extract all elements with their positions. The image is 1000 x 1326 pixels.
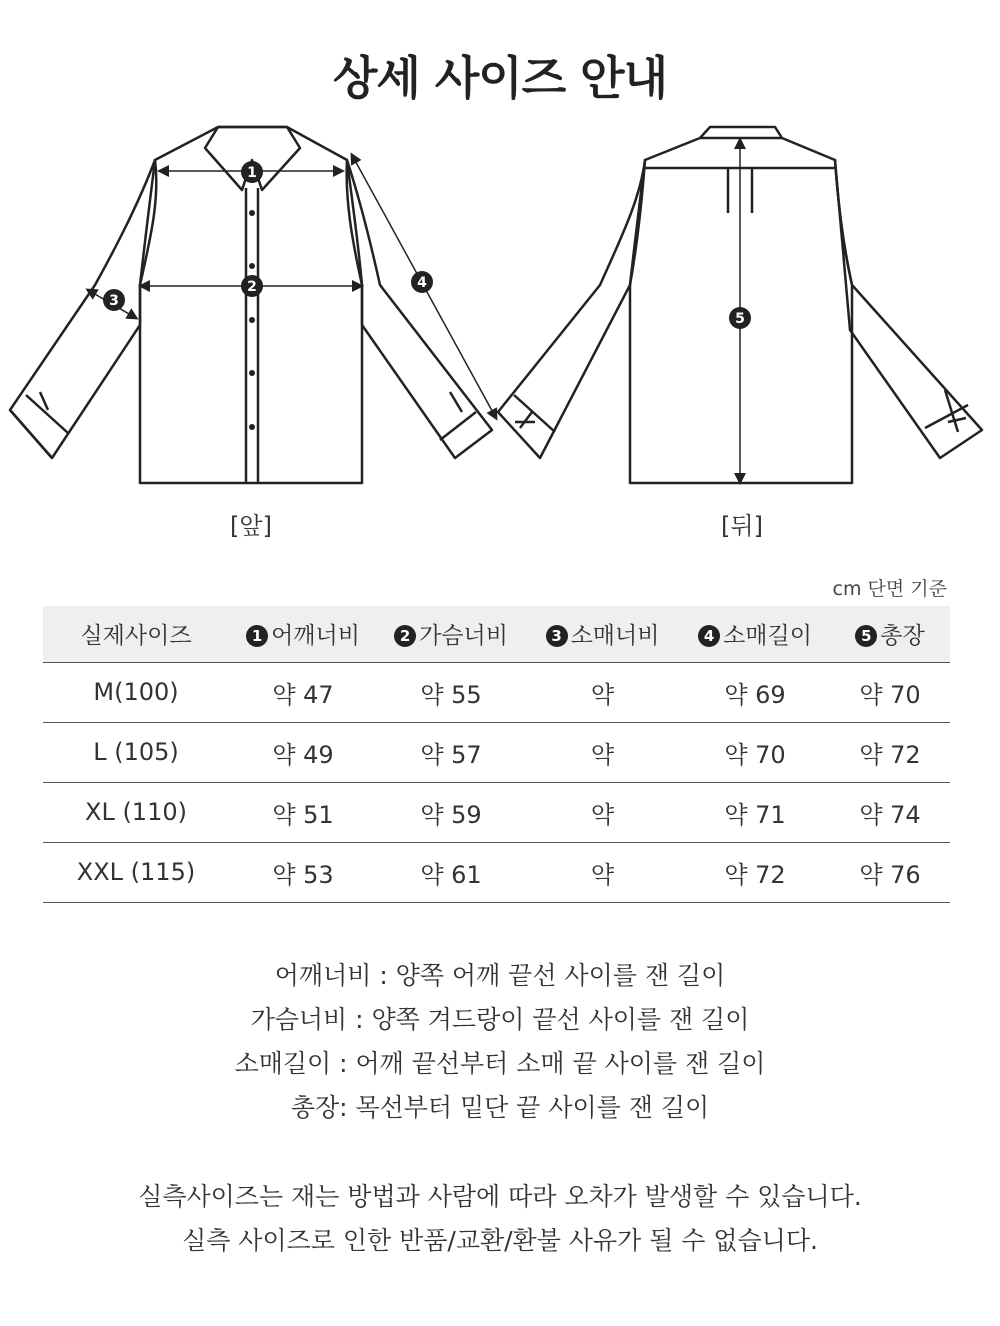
front-view-label: [앞]: [230, 512, 272, 540]
header-total-length: 5 총장: [830, 606, 950, 662]
table-row: [43, 722, 950, 782]
cell-sleeve-width: 약: [590, 740, 615, 769]
definition-chest: 가슴너비 : 양쪽 겨드랑이 끝선 사이를 잰 길이: [250, 1005, 750, 1034]
note-no-return: 실측 사이즈로 인한 반품/교환/환불 사유가 될 수 없습니다.: [182, 1226, 818, 1255]
page-title: 상세 사이즈 안내: [332, 51, 668, 105]
table-header-row: [43, 606, 950, 662]
unit-note: cm 단면 기준: [832, 578, 947, 600]
cell-size: XXL (115): [76, 858, 196, 886]
front-buttons: [249, 210, 255, 430]
cell-total-length: 약 76: [859, 860, 921, 889]
measure-badge-2: [241, 275, 263, 297]
marker-1-icon: 1: [246, 625, 268, 647]
cell-sleeve-length: 약 71: [724, 800, 786, 829]
cell-size: L (105): [93, 738, 179, 766]
cell-sleeve-length: 약 72: [724, 860, 786, 889]
table-row: [43, 842, 950, 902]
cell-chest: 약 55: [420, 680, 482, 709]
definition-total-length: 총장: 목선부터 밑단 끝 사이를 잰 길이: [290, 1093, 710, 1122]
table-row: [43, 782, 950, 842]
measure-badge-5: [729, 307, 751, 329]
marker-4-icon: 4: [698, 625, 720, 647]
disclaimer-notes: [0, 1175, 1000, 1263]
cell-sleeve-width: 약: [590, 680, 615, 709]
cell-sleeve-length: 약 70: [724, 740, 786, 769]
svg-text:1: 1: [247, 165, 257, 181]
measure-arrows-front: [88, 155, 496, 418]
table-row: [43, 662, 950, 722]
measure-badge-4: [411, 271, 433, 293]
cell-chest: 약 61: [420, 860, 482, 889]
header-sleeve-length: 4 소매길이: [680, 606, 830, 662]
cell-total-length: 약 70: [859, 680, 921, 709]
cell-shoulder: 약 49: [272, 740, 334, 769]
measure-badge-1: [241, 161, 263, 183]
cell-sleeve-length: 약 69: [724, 680, 786, 709]
note-measurement-error: 실측사이즈는 재는 방법과 사람에 따라 오차가 발생할 수 있습니다.: [138, 1182, 862, 1211]
cell-total-length: 약 74: [859, 800, 921, 829]
header-chest-width: 2 가슴너비: [377, 606, 525, 662]
definition-sleeve-length: 소매길이 : 어깨 끝선부터 소매 끝 사이를 잰 길이: [234, 1049, 766, 1078]
svg-text:3: 3: [109, 293, 119, 309]
cell-shoulder: 약 53: [272, 860, 334, 889]
cell-size: XL (110): [85, 798, 187, 826]
header-actual-size: 실제사이즈: [80, 623, 192, 650]
svg-text:5: 5: [735, 311, 745, 327]
shirt-diagram: [0, 115, 1000, 495]
measure-badge-3: [103, 289, 125, 311]
measurement-definitions: [0, 954, 1000, 1130]
header-sleeve-width: 3 소매너비: [525, 606, 680, 662]
cell-shoulder: 약 47: [272, 680, 334, 709]
marker-3-icon: 3: [546, 625, 568, 647]
svg-text:4: 4: [417, 275, 427, 291]
back-view-label: [뒤]: [721, 512, 763, 540]
header-shoulder-width: 1 어깨너비: [229, 606, 377, 662]
cell-sleeve-width: 약: [590, 860, 615, 889]
marker-5-icon: 5: [855, 625, 877, 647]
marker-2-icon: 2: [394, 625, 416, 647]
cell-sleeve-width: 약: [590, 800, 615, 829]
size-table: [43, 606, 950, 903]
cell-chest: 약 59: [420, 800, 482, 829]
cell-chest: 약 57: [420, 740, 482, 769]
cell-size: M(100): [93, 678, 179, 706]
definition-shoulder: 어깨너비 : 양쪽 어깨 끝선 사이를 잰 길이: [274, 961, 726, 990]
cell-total-length: 약 72: [859, 740, 921, 769]
cell-shoulder: 약 51: [272, 800, 334, 829]
svg-text:2: 2: [247, 279, 257, 295]
